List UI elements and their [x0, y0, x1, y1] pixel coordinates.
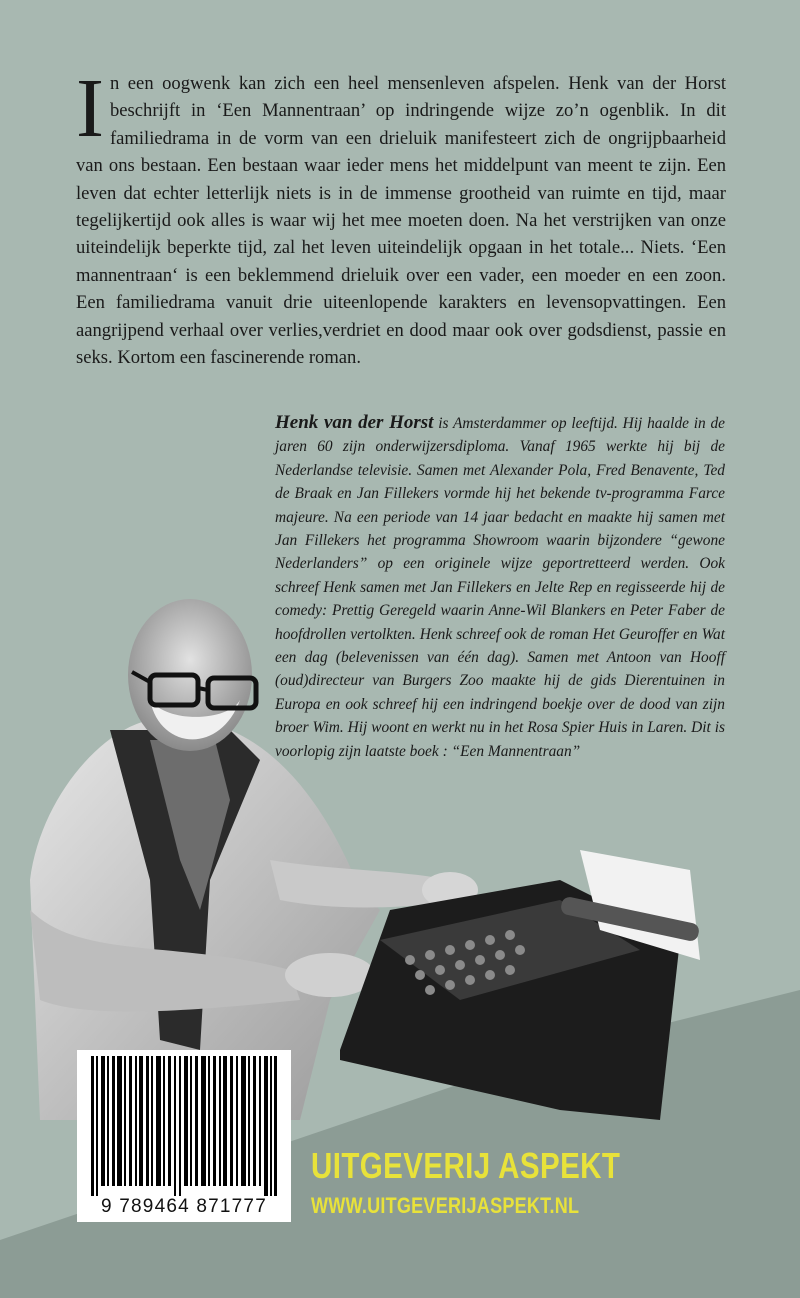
author-bio-text: is Amsterdammer op leeftijd. Hij haalde in de jaren 60 zijn onderwijzersdiploma. Vanaf 1965 werkte hij bij de Nederlandse televisie. Samen met Alexander Pola, Fred Benavente, Ted de Braak en Jan Fillekers vormde hij het bekende tv-programma Farce majeure. Na een periode van 14 jaar bedacht en maakte hij samen met Jan Fillekers het programma Showroom waarin bijzondere “gewone Nederlanders” op een originele wijze geportretteerd werden. Ook schreef Henk samen met Jan Fillekers en Jelte Rep en regisseerde hij de comedy: Prettig Geregeld waarin Anne-Wil Blankers en Peter Faber de hoofdrollen vertolkten. Henk schreef ook de roman Het Geuroffer en Wat een dag (belevenissen van één dag). Samen met Antoon van Hooff (oud)directeur van Burgers Zoo maakte hij de gids Dierentuinen in Europa en ook schreef hij een indringend boekje over de dood van zijn broer Wim. Hij woont en werkt nu in het Rosa Spier Huis in Laren. Dit is voorlopig zijn laatste boek : “Een Mannentraan”: [275, 415, 725, 760]
drop-cap: I: [76, 62, 104, 155]
publisher-block: [311, 1145, 620, 1219]
barcode-number: 9 789464 871777: [101, 1196, 267, 1217]
barcode: [77, 1050, 291, 1222]
back-cover-blurb: [76, 62, 726, 371]
publisher-url: WWW.UITGEVERIJASPEKT.NL: [311, 1193, 580, 1218]
barcode-bars: [89, 1056, 279, 1196]
blurb-text: n een oogwenk kan zich een heel mensenleven afspelen. Henk van der Horst beschrijft in ‘Een Mannentraan’ op indringende wijze zo’n ogenblik. In dit familiedrama in de vorm van een drieluik manifesteert zich de ongrijpbaarheid van ons bestaan. Een bestaan waar ieder mens het middelpunt van meent te zijn. Een leven dat echter letterlijk niets is in de immense grootheid van ruimte en tijd, maar tegelijkertijd ook alles is waar wij het mee moeten doen. Na het verstrijken van onze uiteindelijk beperkte tijd, zal het leven uiteindelijk opgaan in het totale... Niets. ‘Een mannentraan‘ is een beklemmend drieluik over een vader, een moeder en een zoon. Een familiedrama vanuit drie uiteenlopende karakters en levensopvattingen. Een aangrijpend verhaal over verlies,verdriet en dood maar ook over godsdienst, passie en seks. Kortom een fascinerende roman.: [76, 73, 726, 369]
author-name: Henk van der Horst: [275, 412, 434, 433]
publisher-name: UITGEVERIJ ASPEKT: [311, 1145, 621, 1186]
